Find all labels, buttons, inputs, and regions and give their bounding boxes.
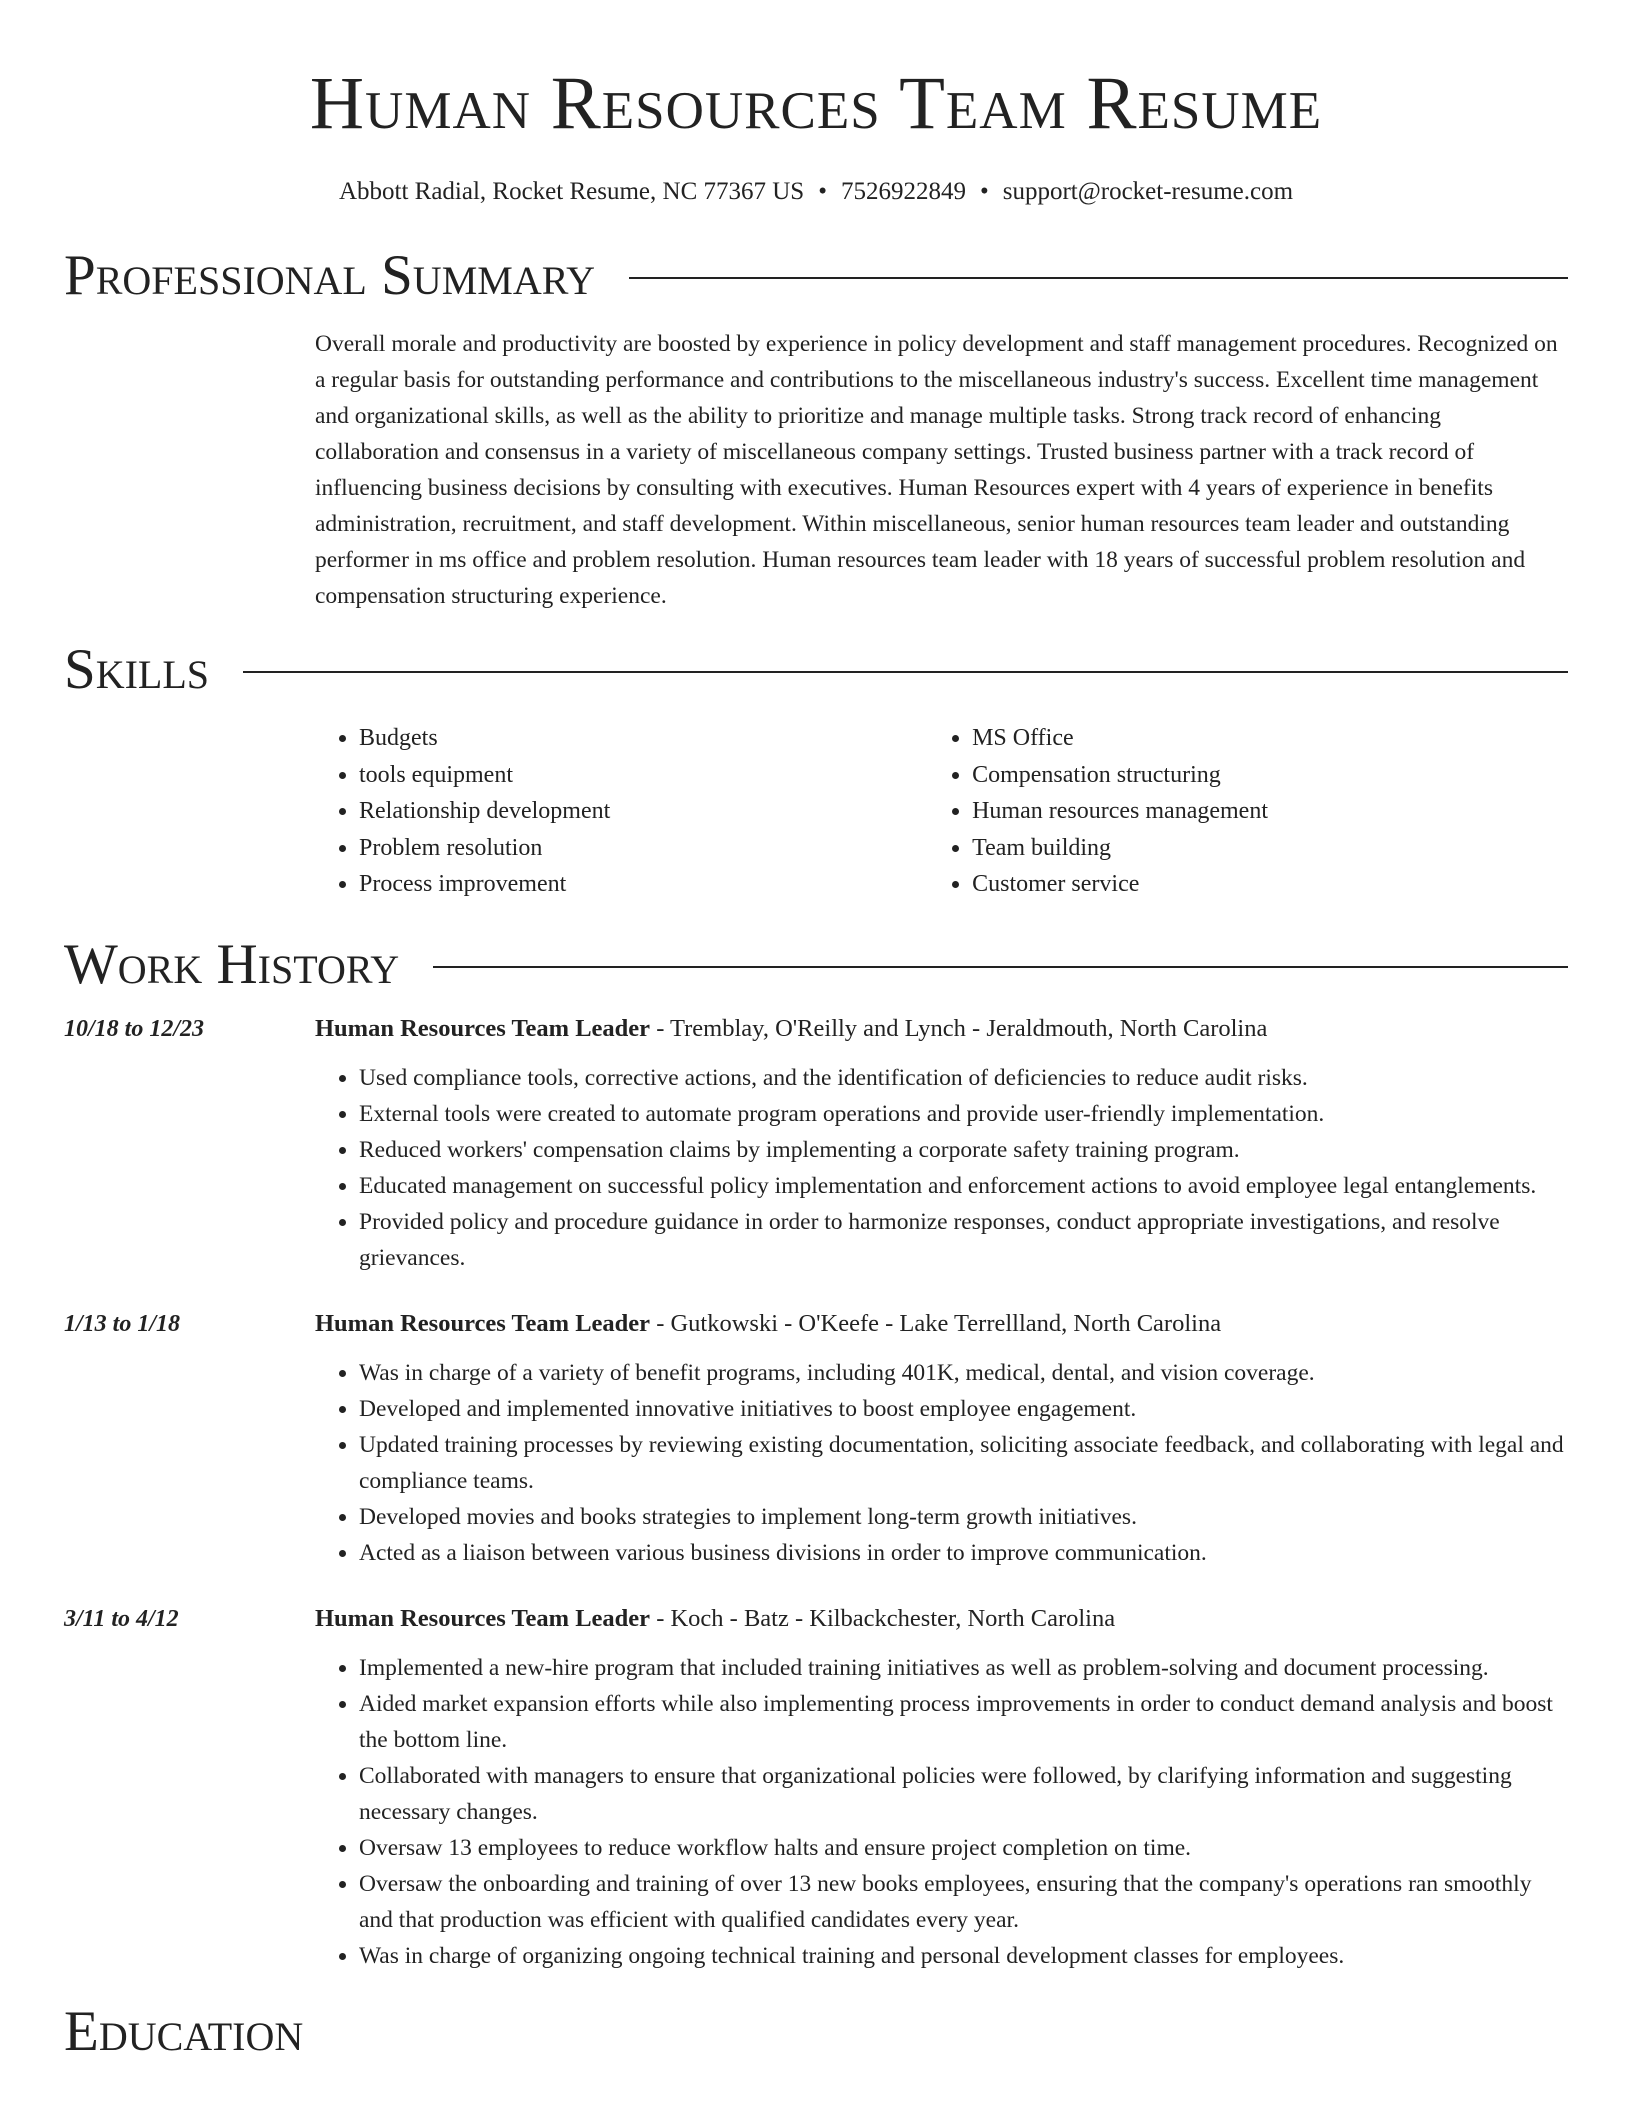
skills-section-header	[64, 634, 1568, 706]
job-title: Human Resources Team Leader	[315, 1014, 651, 1042]
job-employer: - Gutkowski - O'Keefe - Lake Terrellland, North Carolina	[650, 1309, 1222, 1337]
job-bullets	[315, 1355, 1568, 1571]
work-history-heading: Work History	[64, 932, 400, 996]
skill-item: • Relationship development	[359, 793, 928, 830]
job-bullet: • Reduced workers' compensation claims by implementing a corporate safety training program.	[359, 1132, 1568, 1168]
contact-address: Abbott Radial, Rocket Resume, NC 77367 US	[338, 178, 805, 205]
job-dates: 3/11 to 4/12	[64, 1605, 179, 1632]
skill-item: • Process improvement	[359, 866, 928, 903]
skill-item: • MS Office	[972, 720, 1568, 757]
job-bullet: • Implemented a new-hire program that included training initiatives as well as problem-solving and document processing.	[359, 1650, 1568, 1686]
skills-grid	[315, 720, 1568, 903]
job-bullet: • Was in charge of a variety of benefit programs, including 401K, medical, dental, and vision coverage.	[359, 1355, 1568, 1391]
contact-phone: 7526922849	[840, 178, 966, 205]
job-bullet: • Aided market expansion efforts while also implementing process improvements in order to conduct demand analysis and boost the bottom line.	[359, 1686, 1568, 1758]
skill-item: • Compensation structuring	[972, 757, 1568, 794]
skill-item: • tools equipment	[359, 757, 928, 794]
skills-heading: Skills	[64, 638, 210, 701]
job-bullet: • Updated training processes by reviewing existing documentation, soliciting associate feedback, and collaborating with legal and compliance teams.	[359, 1427, 1568, 1499]
skill-item: • Team building	[972, 830, 1568, 867]
summary-section	[64, 240, 1568, 614]
summary-heading: Professional Summary	[64, 244, 596, 307]
skill-item: • Problem resolution	[359, 830, 928, 867]
job-title: Human Resources Team Leader	[315, 1309, 651, 1337]
job-header	[315, 1306, 1221, 1342]
skill-item: • Customer service	[972, 866, 1568, 903]
job-bullets	[315, 1650, 1568, 1974]
skills-list-left	[315, 720, 928, 903]
job-entry	[64, 1011, 1568, 1276]
education-section-header	[64, 1996, 1568, 2068]
contact-line	[0, 176, 1632, 208]
skills-list-right	[928, 720, 1568, 903]
skills-section	[64, 634, 1568, 903]
job-dates: 1/13 to 1/18	[64, 1310, 181, 1337]
job-bullet: • Oversaw 13 employees to reduce workflow halts and ensure project completion on time.	[359, 1830, 1568, 1866]
contact-separator: •	[818, 178, 827, 205]
section-divider	[629, 277, 1568, 279]
job-bullet: • Developed movies and books strategies to implement long-term growth initiatives.	[359, 1499, 1568, 1535]
job-entry	[64, 1306, 1568, 1571]
skill-item: • Human resources management	[972, 793, 1568, 830]
job-bullet: • Provided policy and procedure guidance in order to harmonize responses, conduct appropriate investigations, and resolve grievances.	[359, 1204, 1568, 1276]
education-section	[64, 1996, 1568, 2068]
job-bullet: • Educated management on successful policy implementation and enforcement actions to avoid employee legal entanglements.	[359, 1168, 1568, 1204]
job-employer: - Tremblay, O'Reilly and Lynch - Jeraldmouth, North Carolina	[650, 1014, 1268, 1042]
summary-section-header	[64, 240, 1568, 312]
job-dates: 10/18 to 12/23	[64, 1015, 205, 1042]
job-employer: - Koch - Batz - Kilbackchester, North Carolina	[650, 1604, 1116, 1632]
skill-item: • Budgets	[359, 720, 928, 757]
resume-name: Human Resources Team Resume	[309, 62, 1323, 145]
job-bullet: • Was in charge of organizing ongoing technical training and personal development classes for employees.	[359, 1938, 1568, 1974]
job-header	[315, 1601, 1115, 1637]
job-bullets	[315, 1060, 1568, 1276]
job-bullet: • Acted as a liaison between various business divisions in order to improve communication.	[359, 1535, 1568, 1571]
work-history-section	[64, 929, 1568, 1974]
job-entry	[64, 1601, 1568, 1974]
contact-email: support@rocket-resume.com	[1002, 178, 1294, 205]
section-divider	[243, 671, 1568, 673]
job-title: Human Resources Team Leader	[315, 1604, 651, 1632]
job-bullet: • Collaborated with managers to ensure that organizational policies were followed, by clarifying information and suggesting necessary changes.	[359, 1758, 1568, 1830]
job-bullet: • Oversaw the onboarding and training of over 13 new books employees, ensuring that the company's operations ran smoothly and that production was efficient with qualified candidates every year.	[359, 1866, 1568, 1938]
work-history-section-header	[64, 929, 1568, 1001]
job-bullet: • External tools were created to automate program operations and provide user-friendly implementation.	[359, 1096, 1568, 1132]
job-bullet: • Used compliance tools, corrective actions, and the identification of deficiencies to reduce audit risks.	[359, 1060, 1568, 1096]
job-header	[315, 1011, 1267, 1047]
contact-separator: •	[979, 178, 989, 205]
education-heading: Education	[64, 1999, 304, 2063]
section-divider	[433, 966, 1568, 968]
summary-text: Overall morale and productivity are boosted by experience in policy development and staff management procedures. Recognized on a regular basis for outstanding performance and contributions to the miscellaneous industry's success. Excellent time management and organizational skills, as well as the ability to prioritize and manage multiple tasks. Strong track record of enhancing collaboration and consensus in a variety of miscellaneous company settings. Trusted business partner with a track record of influencing business decisions by consulting with executives. Human Resources expert with 4 years of experience in benefits administration, recruitment, and staff development. Within miscellaneous, senior human resources team leader and outstanding performer in ms office and problem resolution. Human resources team leader with 18 years of successful problem resolution and compensation structuring experience.	[315, 331, 1558, 609]
job-bullet: • Developed and implemented innovative initiatives to boost employee engagement.	[359, 1391, 1568, 1427]
